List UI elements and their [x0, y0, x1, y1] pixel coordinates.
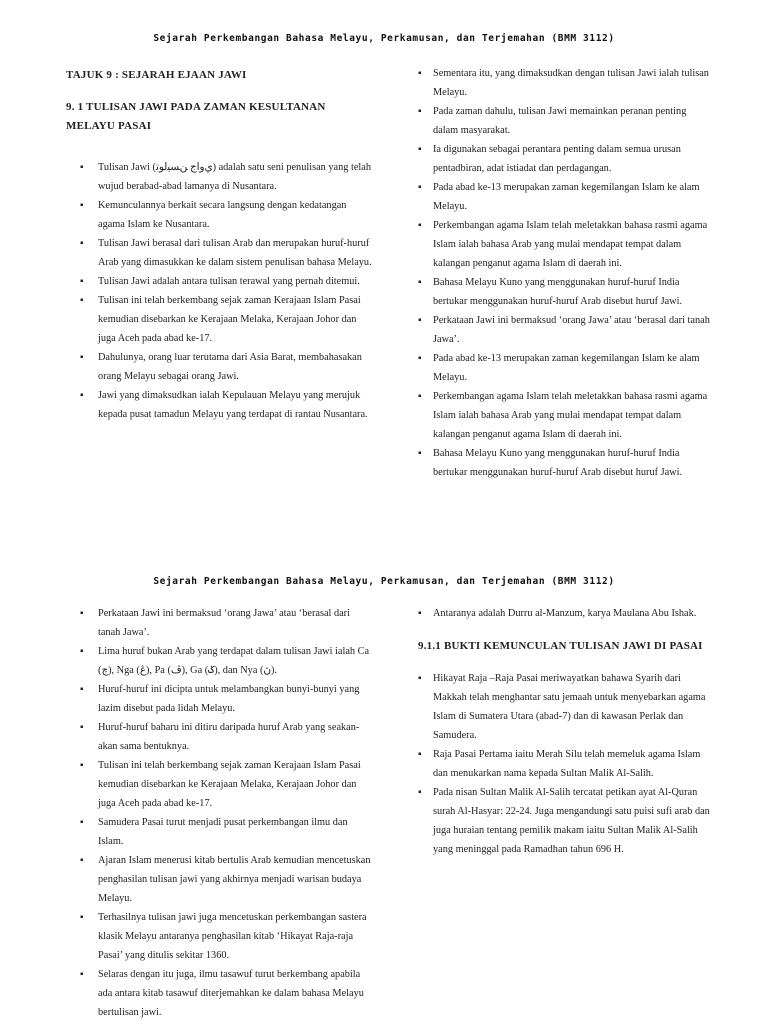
list-item: ▪ Pada abad ke-13 merupakan zaman kegemilangan Islam ke alam Melayu.: [418, 178, 710, 216]
left-column: [66, 66, 372, 424]
list-item: ▪ Dahulunya, orang luar terutama dari Asia Barat, membahasakan orang Melayu sebagai orang Jawi.: [66, 348, 372, 386]
list-item: ▪ Raja Pasai Pertama iaitu Merah Silu telah memeluk agama Islam dan menukarkan nama kepada Sultan Malik Al-Salih.: [418, 745, 710, 783]
bullet-list: [418, 64, 710, 482]
list-item: ▪ Pada zaman dahulu, tulisan Jawi memainkan peranan penting dalam masyarakat.: [418, 102, 710, 140]
list-item: ▪ Hikayat Raja –Raja Pasai meriwayatkan bahawa Syarih dari Makkah telah menghantar satu jemaah untuk menyebarkan agama Islam di Sumatera Utara (abad-7) dan di kawasan Perlak dan Samudera.: [418, 669, 710, 745]
page-header: Sejarah Perkembangan Bahasa Melayu, Perkamusan, dan Terjemahan (BMM 3112): [153, 33, 615, 44]
left-column: [66, 604, 372, 1022]
list-item: ▪ Huruf-huruf baharu ini ditiru daripada huruf Arab yang seakan-akan sama bentuknya.: [66, 718, 372, 756]
list-item: ▪ Tulisan Jawi adalah antara tulisan terawal yang pernah ditemui.: [66, 272, 372, 291]
document-page-2: [0, 560, 768, 1024]
list-item: ▪ Sementara itu, yang dimaksudkan dengan tulisan Jawi ialah tulisan Melayu.: [418, 64, 710, 102]
list-item: ▪ Perkataan Jawi ini bermaksud ‘orang Jawa’ atau ‘berasal dari tanah Jawa’.: [66, 604, 372, 642]
right-column: [418, 64, 710, 482]
right-column: [418, 604, 710, 859]
list-item: ▪ Pada abad ke-13 merupakan zaman kegemilangan Islam ke alam Melayu.: [418, 349, 710, 387]
list-item: ▪ Jawi yang dimaksudkan ialah Kepulauan Melayu yang merujuk kepada pusat tamadun Melayu yang terdapat di rantau Nusantara.: [66, 386, 372, 424]
bullet-list: [418, 669, 710, 859]
list-item: ▪ Ajaran Islam menerusi kitab bertulis Arab kemudian mencetuskan penghasilan tulisan jawi yang akhirnya menjadi warisan budaya Melayu.: [66, 851, 372, 908]
bullet-list: [66, 158, 372, 424]
list-item: ▪ Tulisan ini telah berkembang sejak zaman Kerajaan Islam Pasai kemudian disebarkan ke Kerajaan Melaka, Kerajaan Johor dan juga Aceh pada abad ke-17.: [66, 756, 372, 813]
list-item: ▪ Selaras dengan itu juga, ilmu tasawuf turut berkembang apabila ada antara kitab tasawuf diterjemahkan ke dalam bahasa Melayu bertulisan jawi.: [66, 965, 372, 1022]
list-item: ▪ Tulisan ini telah berkembang sejak zaman Kerajaan Islam Pasai kemudian disebarkan ke Kerajaan Melaka, Kerajaan Johor dan juga Aceh pada abad ke-17.: [66, 291, 372, 348]
list-item: ▪ Samudera Pasai turut menjadi pusat perkembangan ilmu dan Islam.: [66, 813, 372, 851]
list-item: ▪ Tulisan Jawi (ﻱﻭﺍﺝ ﻦﺴﻴﻟﻮﺗ) adalah satu seni penulisan yang telah wujud berabad-abad lamanya di Nusantara.: [66, 158, 372, 196]
list-item: ▪ Antaranya adalah Durru al-Manzum, karya Maulana Abu Ishak.: [418, 604, 710, 623]
page-title: TAJUK 9 : SEJARAH EJAAN JAWI: [66, 69, 247, 81]
section-heading: 9. 1 TULISAN JAWI PADA ZAMAN KESULTANAN MELAYU PASAI: [66, 101, 326, 132]
list-item: ▪ Bahasa Melayu Kuno yang menggunakan huruf-huruf India bertukar menggunakan huruf-huruf Arab disebut huruf Jawi.: [418, 273, 710, 311]
list-item: ▪ Lima huruf bukan Arab yang terdapat dalam tulisan Jawi ialah Ca (چ), Nga (ڠ), Pa (ڤ), Ga (ݢ), dan Nya (ڽ).: [66, 642, 372, 680]
subsection-heading: 9.1.1 BUKTI KEMUNCULAN TULISAN JAWI DI PASAI: [418, 640, 703, 652]
list-item: ▪ Huruf-huruf ini dicipta untuk melambangkan bunyi-bunyi yang lazim disebut pada lidah Melayu.: [66, 680, 372, 718]
list-item: ▪ Perkembangan agama Islam telah meletakkan bahasa rasmi agama Islam ialah bahasa Arab yang mulai mendapat tempat dalam kalangan penganut agama Islam di daerah ini.: [418, 216, 710, 273]
list-item: ▪ Bahasa Melayu Kuno yang menggunakan huruf-huruf India bertukar menggunakan huruf-huruf Arab disebut huruf Jawi.: [418, 444, 710, 482]
list-item: ▪ Kemunculannya berkait secara langsung dengan kedatangan agama Islam ke Nusantara.: [66, 196, 372, 234]
page-header: Sejarah Perkembangan Bahasa Melayu, Perkamusan, dan Terjemahan (BMM 3112): [153, 576, 615, 587]
list-item: ▪ Perkembangan agama Islam telah meletakkan bahasa rasmi agama Islam ialah bahasa Arab yang mulai mendapat tempat dalam kalangan penganut agama Islam di daerah ini.: [418, 387, 710, 444]
bullet-list: [418, 604, 710, 623]
list-item: ▪ Ia digunakan sebagai perantara penting dalam semua urusan pentadbiran, adat istiadat dan perdagangan.: [418, 140, 710, 178]
bullet-list: [66, 604, 372, 1022]
list-item: ▪ Terhasilnya tulisan jawi juga mencetuskan perkembangan sastera klasik Melayu antaranya penghasilan kitab ‘Hikayat Raja-raja Pasai’ yang ditulis sekitar 1360.: [66, 908, 372, 965]
list-item: ▪ Tulisan Jawi berasal dari tulisan Arab dan merupakan huruf-huruf Arab yang dimasukkan ke dalam sistem penulisan bahasa Melayu.: [66, 234, 372, 272]
list-item: ▪ Pada nisan Sultan Malik Al-Salih tercatat petikan ayat Al-Quran surah Al-Hasyar: 22-24. Juga mengandungi satu puisi sufi arab dan juga huraian tentang pemilik makam iaitu Sultan Malik Al-Salih yang meninggal pada Ramadhan tahun 696 H.: [418, 783, 710, 859]
list-item: ▪ Perkataan Jawi ini bermaksud ‘orang Jawa’ atau ‘berasal dari tanah Jawa’.: [418, 311, 710, 349]
